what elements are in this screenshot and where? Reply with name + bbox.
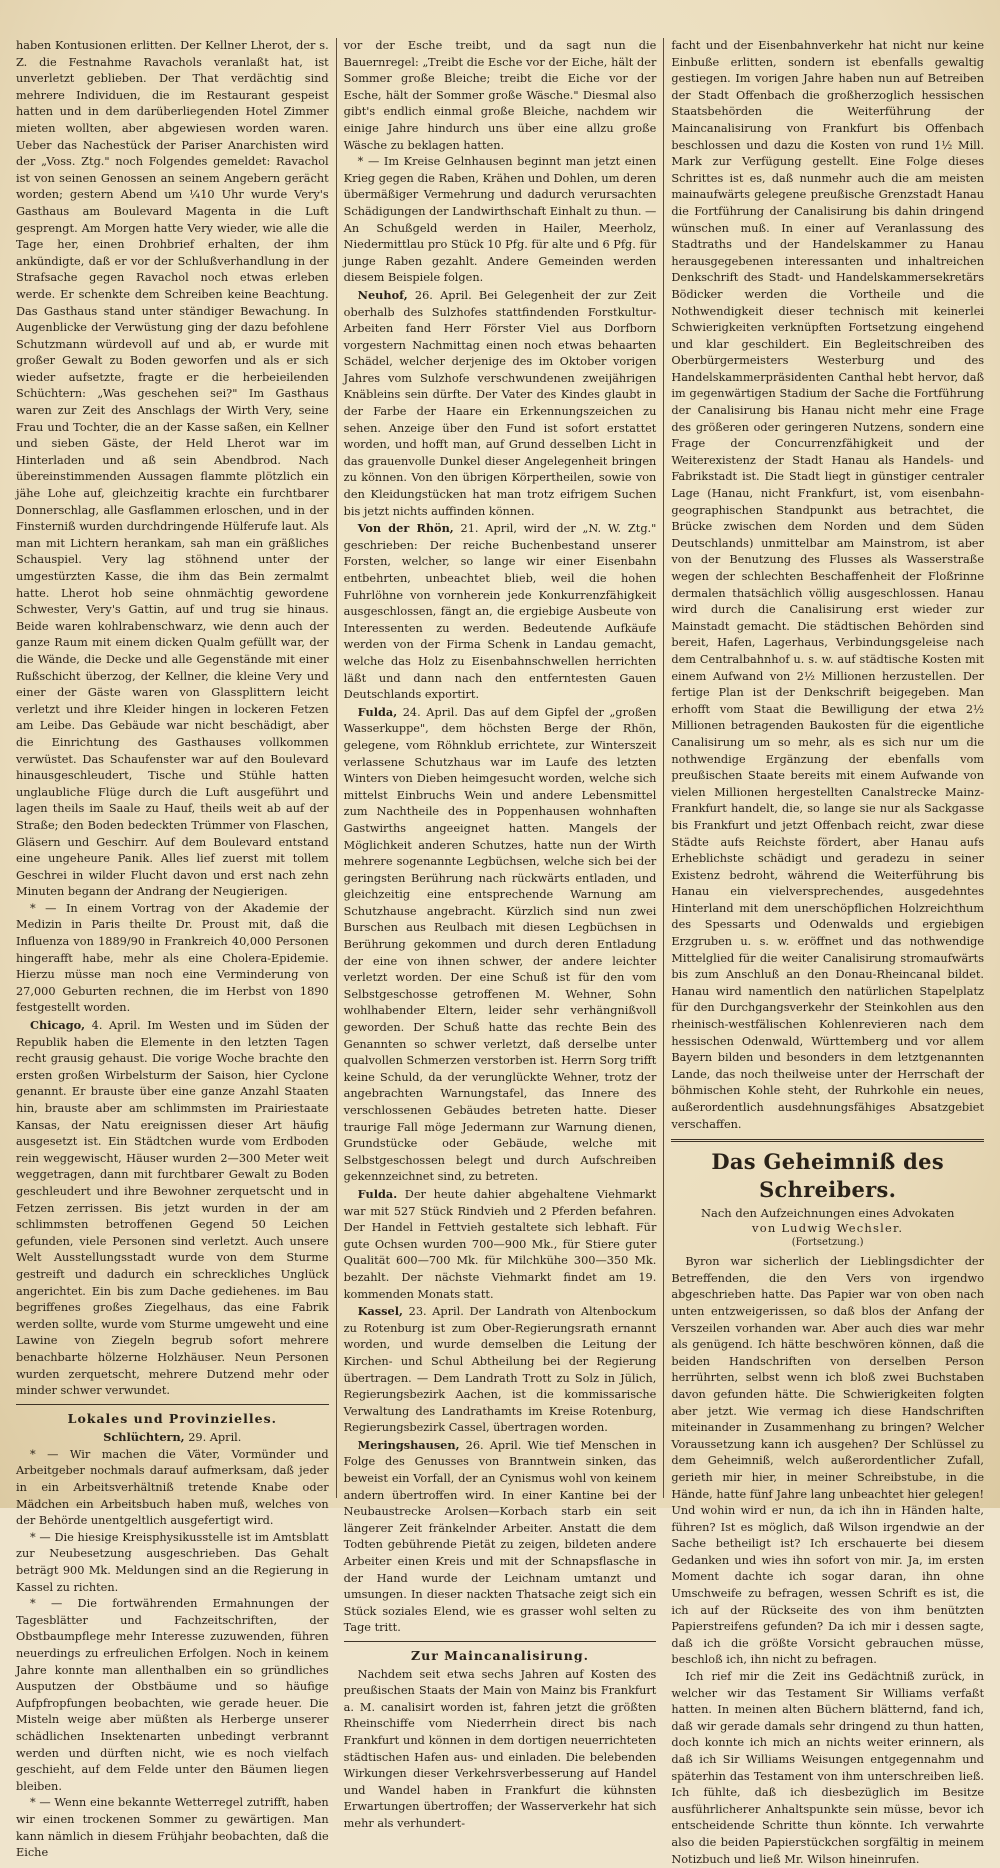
article-maincanal: Nachdem seit etwa sechs Jahren auf Kosten des preußischen Staats der Main von Mainz bis Frankfurt a. M. canalisirt worden ist, fahren jetzt die größten Rheinschiffe vom Niederrhein direct bis nach Frankfurt und können in dem dortigen neuerrichteten städtischen Hafen aus- und einladen. Die belebenden Wirkungen dieser Verkehrsverbesserung auf Handel und Wandel haben in Frankfurt die kühnsten Erwartungen übertroffen; der Wasserverkehr hat sich mehr als verhundert-	[343, 1667, 657, 1830]
article-fulda-viehmarkt	[344, 1186, 657, 1303]
article-kassel-text: 23. April. Der Landrath von Altenbockum zu Rotenburg ist zum Ober-Regierungsrath ernannt worden, und wurde demselben die Leitung der Kirchen- und Schul Abtheilung bei der Regierung übertragen. — Dem Landrath Trott zu Solz in Jülich, Regierungsbezirk Aachen, ist die kommissarische Verwaltung des Landrathamts im Kreise Rotenburg, Regierungsbezirk Cassel, übertragen worden.	[343, 1305, 657, 1435]
serial-paragraph-1: Byron war sicherlich der Lieblingsdichter der Betreffenden, die den Vers von irgendwo abgeschrieben hatte. Das Papier war von oben nach unten entzweigerissen, so daß blos der Anfang der Verszeilen vorhanden war. Aber auch dies war mehr als genügend. Ich hätte beschwören können, daß die beiden Handschriften von derselben Person herrührten, selbst wenn ich bloß zwei Buchstaben davon gefunden hätte. Die Schwierigkeiten folgten aber jetzt. Wie vermag ich diese Handschriften miteinander in Zusammenhang zu bringen? Welcher Voraussetzung kann ich ausgehen? Der Schlüssel zu dem Geheimniß, welch außerordentlicher Zufall, gerieth mir hier, in meiner Schreibstube, in die Hände, hatte fünf Jahre lang unbeachtet hier gelegen! Und wohin wird er nun, da ich ihn in Händen halte, führen? Ist es möglich, daß Wilson irgendwie an der Sache betheiligt ist? Ich erschauerte bei diesem Gedanken und wies ihn sofort von mir. Ja, im ersten Moment dachte ich sogar daran, ihn ohne Umschweife zu befragen, wessen Schrift es ist, die ich auf der Rückseite des von ihm benützten Papierstreifens gefunden? Da ich mir i dessen sagte, daß ich die größte Vorsicht gebrauchen müsse, beschloß ich, ihn nicht zu befragen.	[671, 1255, 985, 1667]
serial-author: von Ludwig Wechsler.	[752, 1221, 904, 1236]
serial-title: Das Geheimniß des Schreibers.	[711, 1149, 944, 1203]
article-fulda-text: 24. April. Das auf dem Gipfel der „großen Wasserkuppe", dem höchsten Berge der Rhön, gelegene, vom Röhnklub errichtete, zur Winterszeit verlassene Schutzhaus war im Laufe des letzten Winters von Dieben heimgesucht worden, welche sich mittelst Einbruchs Wein und andere Lebensmittel zum Nachtheile des in Poppenhausen wohnhaften Gastwirths angeeignet hatten. Mangels der Möglichkeit anderen Schutzes, hatte nun der Wirth mehrere sogenannte Legbüchsen, welche sich bei der geringsten Berührung nach rückwärts entladen, und gleichzeitig eine entsprechende Warnung am Schutzhause angebracht. Kürzlich sind nun zwei Burschen aus Reulbach mit diesen Legbüchsen in Berührung gekommen und durch deren Entladung der eine von ihnen schwer, der andere leichter verletzt worden. Der eine Schuß ist für den vom Selbstgeschosse getroffenen M. Wehner, Sohn wohlhabender Eltern, leider sehr verhängnißvoll geworden. Der Schuß hatte das rechte Bein des Genannten so schwer verletzt, daß derselbe unter qualvollen Schmerzen verstorben ist. Herrn Sorg trifft keine Schuld, da der verunglückte Wehner, trotz der angebrachten Warnungstafel, das Innere des verschlossenen Gebäudes betreten hatte. Dieser traurige Fall möge Jedermann zur Warnung dienen, Grundstücke oder Gebäude, welche mit Selbstgeschossen belegt und durch Aufschreiben gekennzeichnet sind, zu betreten.	[343, 705, 657, 1184]
article-chicago	[16, 1017, 329, 1400]
dateline-schluechtern	[16, 1429, 329, 1447]
article-viehmarkt-text: Der heute dahier abgehaltene Viehmarkt war mit 527 Stück Rindvieh und 2 Pferden befahren. Der Handel in Fettvieh gestaltete sich lebhaft. Für gute Ochsen wurden 700—900 Mk., für Stiere guter Qualität 600—700 Mk. für Milchkühe 300—350 Mk. bezahlt. Der nächste Viehmarkt findet am 19. kommenden Monats statt.	[343, 1187, 657, 1301]
article-influenza: * — In einem Vortrag von der Akademie der Medizin in Paris theilte Dr. Proust mit, daß die Influenza von 1889/90 in Frankreich 40,000 Personen hingerafft habe, mehr als eine Cholera-Epidemie. Hierzu müsse man noch eine Verminderung von 27,000 Geburten rechnen, die im Herbst von 1890 festgestellt worden.	[16, 901, 329, 1015]
article-obstbaumpflege: * — Die fortwährenden Ermahnungen der Tagesblätter und Fachzeitschriften, der Obstbaumpflege mehr Interesse zuzuwenden, führen neuerdings zu erfreulichen Erfolgen. Noch in keinem Jahre konnte man allenthalben ein so gründliches Ausputzen der Obstbäume und so häufige Aufpfropfungen beobachten, wie gerade heuer. Die Misteln weige aber müßten als Herberge unserer schädlichen Insektenarten unbedingt verbrannt werden und dürften nicht, wie es noch vielfach geschieht, auf dem Felde unter den Bäumen liegen bleiben.	[16, 1597, 329, 1793]
article-neuhof	[344, 287, 657, 520]
serial-continuation: (Fortsetzung.)	[791, 1237, 864, 1249]
dateline-meringshausen: Meringshausen,	[357, 1437, 460, 1452]
dateline-rhoen: Von der Rhön,	[357, 521, 454, 536]
section-heading-maincanal: Zur Maincanalisirung.	[411, 1648, 589, 1663]
article-chicago-text: 4. April. Im Westen und im Süden der Republik haben die Elemente in den letzten Tagen recht grausig gehaust. Die vorige Woche brachte den ersten großen Wirbelsturm der Saison, hier Cyclone genannt. Er brauste über eine ganze Anzahl Staaten hin, brauste aber am schlimmsten im Prairiestaate Kansas, der Natu ereignissen dieser Art häufig ausgesetzt ist. Ein Städtchen wurde vom Erdboden rein weggewischt, Häuser wurden 2—300 Meter weit weggetragen, dann mit furchtbarer Gewalt zu Boden geschleudert und ihre Bewohner zerquetscht und in Fetzen zerrissen. Bis jetzt wurden in der am schlimmsten betroffenen Gegend 50 Leichen gefunden, viele Personen sind verletzt. Auch unsere Welt Ausstellungsstadt wurde von dem Sturme gestreift und dadurch ein schreckliches Unglück angerichtet. Ein bis zum Dache gediehenes. im Bau begriffenes großes Ziegelhaus, das eine Fabrik werden sollte, wurde vom Sturme umgeweht und eine Lawine von Ziegeln begrub sofort mehrere benachbarte hölzerne Holzhäuser. Neun Personen wurden zerquetscht, mehrere Dutzend mehr oder minder schwer verwundet.	[16, 1019, 329, 1398]
column-left	[10, 38, 335, 1860]
article-meringshausen	[344, 1437, 657, 1637]
dateline-fulda: Fulda,	[357, 704, 398, 719]
divider	[344, 1641, 657, 1642]
article-kassel	[344, 1303, 657, 1437]
article-rhoen-text: 21. April, wird der „N. W. Ztg." geschrieben: Der reiche Buchenbestand unserer Forsten, welcher, so lange wir einer Eisenbahn entbehrten, unbeachtet blieb, weil die hohen Fuhrlöhne von vornherein jede Konkurrenzfähigkeit ausgeschlossen, fängt an, die ergiebige Ausbeute von Interessenten zu werden. Bedeutende Aufkäufe werden von der Firma Schenk in Landau gemacht, welche das Holz zu Eisenbahnschwellen herrichten läßt und dann nach den entferntesten Gauen Deutschlands exportirt.	[343, 522, 657, 702]
article-maincanal-cont: facht und der Eisenbahnverkehr hat nicht nur keine Einbuße erlitten, sondern ist ebenfalls gewaltig gestiegen. Im vorigen Jahre haben nun auf Betreiben der Stadt Offenbach die großherzoglich hessischen Staatsbehörden die Weiterführung der Maincanalisirung von Frankfurt bis Offenbach beschlossen und dazu die Kosten von rund 1½ Mill. Mark zur Verfügung gestellt. Eine Folge dieses Schrittes ist es, daß nunmehr auch die am meisten mainaufwärts gelegene preußische Grenzstadt Hanau die Fortführung der Canalisirung bis dahin dringend wünschen muß. In einer auf Veranlassung des Stadtraths und der Handelskammer zu Hanau herausgegebenen interessanten und inhaltreichen Denkschrift des Stadt- und Handelskammersekretärs Bödicker werden die Vortheile und die Nothwendigkeit dieser technisch mit keinerlei Schwierigkeiten verknüpften Fortsetzung eingehend und klar geschildert. Ein Begleitschreiben des Oberbürgermeisters Westerburg und des Handelskammerpräsidenten Canthal hebt hervor, daß im gegenwärtigen Stadium der Sache die Fortführung der Canalisirung bis Hanau nicht mehr eine Frage des größeren oder geringeren Nutzens, sondern eine Frage der Concurrenzfähigkeit und der Weiterexistenz der Stadt Hanau als Handels- und Fabrikstadt ist. Die Stadt liegt in günstiger centraler Lage (Hanau, nicht Frankfurt, ist, vom eisenbahn-geographischen Standpunkt aus betrachtet, die Brücke zwischen dem Norden und dem Süden Deutschlands) unmittelbar am Mainstrom, ist aber von der Benutzung des Flusses als Wasserstraße wegen der schlechten Beschaffenheit der Floßrinne dermalen thatsächlich völlig ausgeschlossen. Hanau wird durch die Canalisirung erst wieder zur Mainstadt gemacht. Die städtischen Behörden sind bereit, Hafen, Lagerhaus, Verbindungsgeleise nach dem Centralbahnhof u. s. w. auf städtische Kosten mit einem Aufwand von 2½ Millionen herzustellen. Der fertige Plan ist der Denkschrift beigegeben. Man erhofft vom Staat die Bewilligung der etwa 2½ Millionen betragenden Baukosten für die eigentliche Canalisirung um so mehr, als es sich nur um die nothwendige Ergänzung der ebenfalls vom preußischen Staate bereits mit einem Aufwande von vielen Millionen hergestellten Canalstrecke Mainz-Frankfurt handelt, die, so lange sie nur als Sackgasse bis Frankfurt und jetzt Offenbach reicht, zwar diese Städte aufs Reichste fördert, aber Hanau aufs Erheblichste schädigt und geradezu in seiner Existenz bedroht, während die Weiterführung bis Hanau ein vielversprechendes, ausgedehntes Hinterland mit dem unerschöpflichen Holzreichthum des Spessarts und Odenwalds und ergiebigen Erzgruben u. s. w. eröffnet und das nothwendige Mittelglied für die weiter Canalisirung stromaufwärts bis zum Anschluß an den Donau-Rheincanal bildet. Hanau wird namentlich den natürlichen Stapelplatz für den Durchgangsverkehr der Steinkohlen aus den rheinisch-westfälischen Kohlenrevieren nach dem hessischen Odenwald, Württemberg und vor allem Bayern bilden und besonders in dem letztgenannten Lande, das noch theilweise unter der Herrschaft der böhmischen Kohle steht, der Ruhrkohle ein neues, außerordentlich ausdehnungsfähiges Absatzgebiet verschaffen.	[671, 39, 985, 1131]
section-heading-local: Lokales und Provinzielles.	[67, 1410, 277, 1426]
column-rule	[663, 38, 664, 1498]
article-fulda-wasserkuppe	[344, 704, 657, 1186]
column-middle	[338, 38, 663, 1830]
article-wetterregel-cont: vor der Esche treibt, und da sagt nun die Bauernregel: „Treibt die Esche vor der Eiche, hält der Sommer große Bleiche; treibt die Eiche vor der Esche, hält der Sommer große Wäsche." Diesmal also gibt's endlich einmal große Bleiche, nachdem wir einige Jahre hindurch uns über eine allzu große Wäsche zu beklagen hatten.	[343, 39, 657, 152]
article-neuhof-text: 26. April. Bei Gelegenheit der zur Zeit oberhalb des Sulzhofes stattfindenden Forstkultur-Arbeiten fand Herr Förster Viel aus Dorfborn vorgestern Nachmittag einen noch etwas behaarten Schädel, welcher derjenige des im Oktober vorigen Jahres vom Sulzhofe verschwundenen zweijährigen Knäbleins sein dürfte. Der Vater des Kindes glaubt in der Farbe der Haare ein Erkennungszeichen zu sehen. Anzeige über den Fund ist sofort erstattet worden, und hofft man, auf Grund desselben Licht in das grauenvolle Dunkel dieser Angelegenheit bringen zu können. Von den übrigen Körpertheilen, sowie von den Kleidungstücken hat man trotz eifrigem Suchen bis jetzt nichts auffinden können.	[343, 288, 657, 518]
divider-double	[671, 1139, 984, 1142]
article-kreisphysikus: * — Die hiesige Kreisphysikusstelle ist im Amtsblatt zur Neubesetzung ausgeschrieben. Das Gehalt beträgt 900 Mk. Meldungen sind an die Regierung in Kassel zu richten.	[16, 1530, 329, 1594]
article-meringshausen-text: 26. April. Wie tief Menschen in Folge des Genusses von Branntwein sinken, das beweist ein Vorfall, der an Cynismus wohl von keinem andern übertroffen wird. In einer Kantine bei der Neubaustrecke Arolsen—Korbach starb ein seit längerer Zeit fränkelnder Arbeiter. Anstatt die dem Todten gebührende Pietät zu zeigen, bildeten andere Arbeiter einen Kreis und mit der Schnapsflasche in der Hand wurde der Leichnam umtanzt und umsungen. In dieser nackten Thatsache zeigt sich ein Stück soziales Elend, wie es grasser wohl selten zu Tage tritt.	[343, 1438, 657, 1635]
serial-paragraph-2: Ich rief mir die Zeit ins Gedächtniß zurück, in welcher wir das Testament Sir Williams verfaßt hatten. In meinen alten Büchern blätternd, fand ich, daß wir gerade damals sehr dringend zu thun hatten, doch konnte ich mich an nichts weiter erinnern, als daß ich Sir Williams Weisungen entgegennahm und späterhin das Testament von ihm unterschreiben ließ. Ich fühlte, daß ich diesbezüglich im Besitze ausführlicherer Anhaltspunkte sein müsse, bevor ich entscheidende Schritte thun könnte. Ich verwahrte also die beiden Papierstückchen sorgfältig in meinem Notizbuch und ließ Mr. Wilson hineinrufen.	[671, 1670, 985, 1866]
column-container	[10, 38, 990, 1866]
dateline-neuhof: Neuhof,	[357, 287, 408, 302]
dateline-chicago: Chicago,	[30, 1018, 86, 1033]
article-paris-anarchists: haben Kontusionen erlitten. Der Kellner Lherot, der s. Z. die Festnahme Ravachols veranlaßt hat, ist unverletzt geblieben. Der That verdächtig sind mehrere Individuen, die im Restaurant gespeist hatten und in dem darüberliegenden Hotel Zimmer mieten wollten, aber abgewiesen worden waren. Ueber das Nachestück der Pariser Anarchisten wird der „Voss. Ztg." noch Folgendes gemeldet: Ravachol ist von seinen Genossen an seinem Angebern gerächt worden; gestern Abend um ¼10 Uhr wurde Very's Gasthaus am Boulevard Magenta in die Luft gesprengt. Am Morgen hatte Very wieder, wie alle die Tage her, einen Drohbrief erhalten, der ihm ankündigte, daß er vor der Schlußverhandlung in der Strafsache gegen Ravachol noch etwas erleben werde. Er schenkte dem Schreiben keine Beachtung. Das Gasthaus stand unter ständiger Bewachung. In Augenblicke der Verwüstung ging der dazu befohlene Schutzmann würdevoll auf und ab, er wurde mit großer Gewalt zu Boden geworfen und als er sich wieder aufsetzte, fragte er die herbeieilenden Schüchtern: „Was geschehen sei?" Im Gasthaus waren zur Zeit des Anschlags der Wirth Very, seine Frau und Tochter, die an der Kasse saßen, ein Kellner und sieben Gäste, der Held Lherot war im Hinterladen und aß sein Abendbrod. Nach übereinstimmenden Aussagen flammte plötzlich ein jähe Lohe auf, gleichzeitig krachte ein furchtbarer Donnerschlag, alle Gasflammen erloschen, und in der Finsterniß wurden durchdringende Hülferufe laut. Als man mit Lichtern herankam, sah man ein gräßliches Schauspiel. Very lag stöhnend unter der umgestürzten Kasse, die ihm das Bein zermalmt hatte. Lherot hob seine ohnmächtig gewordene Schwester, Very's Gattin, auf und trug sie hinaus. Beide waren kohlrabenschwarz, wie denn auch der ganze Raum mit einem dicken Qualm gefüllt war, der die Wände, die Decke und alle Gegenstände mit einer Rußschicht überzog, der Kellner, die kleine Very und einer der Gäste waren von Glassplittern leicht verletzt und ihre Kleider hingen in lockeren Fetzen am Leibe. Das Gebäude war nicht beschädigt, aber die Einrichtung des Gasthauses vollkommen verwüstet. Das Schaufenster war auf den Boulevard hinausgeschleudert, Tische und Stühle hatten unglaubliche Flüge durch die Luft ausgeführt und lagen theils im Saale zu Hauf, theils weit ab auf der Straße; den Boden bedeckten Trümmer von Flaschen, Gläsern und Geschirr. Auf dem Boulevard entstand eine ungeheure Panik. Alles lief zuerst mit tollem Geschrei in wilder Flucht davon und erst nach zehn Minuten begann der Andrang der Neugierigen.	[16, 39, 329, 899]
serial-subtitle: Nach den Aufzeichnungen eines Advokaten	[700, 1206, 955, 1221]
column-rule	[336, 38, 337, 1498]
article-arbeitsbuch: * — Wir machen die Väter, Vormünder und Arbeitgeber nochmals darauf aufmerksam, daß jeder in ein Arbeitsverhältniß tretende Knabe oder Mädchen ein Arbeitsbuch haben muß, welches von der Behörde unentgeltlich ausgefertigt wird.	[16, 1447, 329, 1528]
article-rhoen	[344, 520, 657, 704]
dateline-place: Schlüchtern,	[103, 1430, 185, 1445]
divider	[16, 1404, 329, 1405]
dateline-date: 29. April.	[184, 1431, 242, 1445]
dateline-fulda-2: Fulda.	[357, 1186, 398, 1201]
column-right	[665, 38, 990, 1866]
article-wetterregel: * — Wenn eine bekannte Wetterregel zutrifft, haben wir einen trockenen Sommer zu gewärtigen. Man kann nämlich in diesem Frühjahr beobachten, daß die Eiche	[16, 1796, 329, 1860]
dateline-kassel: Kassel,	[357, 1304, 403, 1319]
article-gelnhausen: * — Im Kreise Gelnhausen beginnt man jetzt einen Krieg gegen die Raben, Krähen und Dohlen, um deren übermäßiger Vermehrung und dadurch verursachten Schädigungen der Landwirthschaft Einhalt zu thun. — An Schußgeld werden in Hailer, Meerholz, Niedermittlau pro Stück 10 Pfg. für alte und 6 Pfg. für junge Raben gezahlt. Andere Gemeinden werden diesem Beispiele folgen.	[343, 155, 657, 285]
